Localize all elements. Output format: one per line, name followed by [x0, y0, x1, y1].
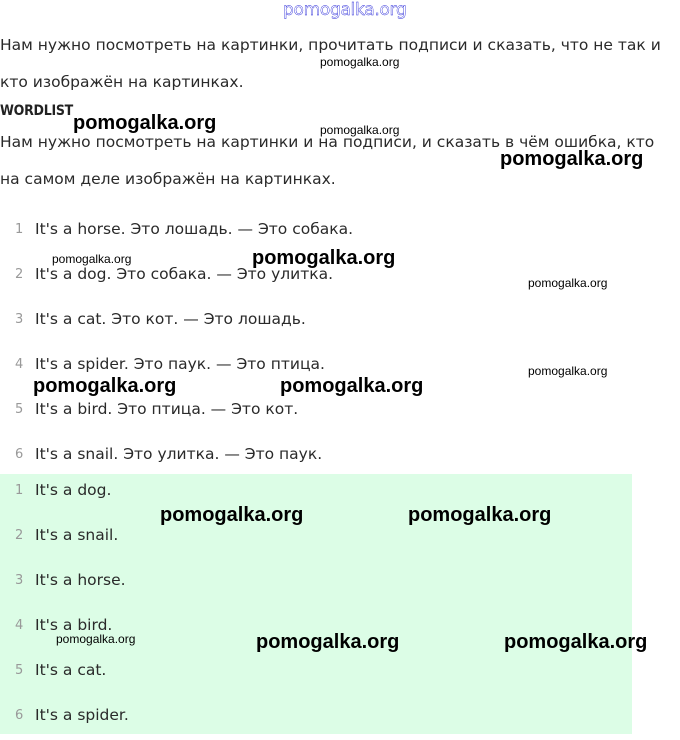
item-text: It's a bird.: [35, 616, 113, 634]
watermark: pomogalka.org: [320, 55, 400, 69]
watermark: pomogalka.org: [252, 247, 396, 269]
watermark: pomogalka.org: [528, 364, 608, 378]
watermark: pomogalka.org: [52, 252, 132, 266]
watermark: pomogalka.org: [33, 375, 177, 397]
item-number: 5: [15, 402, 24, 417]
item-number: 6: [15, 708, 24, 723]
item-number: 6: [15, 447, 24, 462]
watermark: pomogalka.org: [408, 504, 552, 526]
site-logo[interactable]: pomogalka.org: [283, 0, 407, 20]
item-number: 4: [15, 618, 24, 633]
watermark: pomogalka.org: [280, 375, 424, 397]
item-number: 2: [15, 528, 24, 543]
watermark: pomogalka.org: [256, 631, 400, 653]
wordlist-label: WORDLIST: [0, 103, 73, 119]
watermark: pomogalka.org: [320, 123, 400, 137]
item-number: 1: [15, 483, 24, 498]
description-line-1: Нам нужно посмотреть на картинки и на подписи, и сказать в чём ошибка, кто: [0, 133, 655, 151]
item-text: It's a bird. Это птица. — Это кот.: [35, 400, 299, 418]
item-text: It's a cat. Это кот. — Это лошадь.: [35, 310, 306, 328]
item-number: 4: [15, 357, 24, 372]
watermark: pomogalka.org: [160, 504, 304, 526]
watermark: pomogalka.org: [528, 276, 608, 290]
item-text: It's a dog. Это собака. — Это улитка.: [35, 265, 334, 283]
intro-line-1: Нам нужно посмотреть на картинки, прочитать подписи и сказать, что не так и: [0, 36, 661, 54]
item-number: 2: [15, 267, 24, 282]
watermark: pomogalka.org: [500, 148, 644, 170]
watermark: pomogalka.org: [73, 112, 217, 134]
intro-line-2: кто изображён на картинках.: [0, 73, 244, 91]
item-text: It's a snail. Это улитка. — Это паук.: [35, 445, 323, 463]
watermark: pomogalka.org: [504, 631, 648, 653]
item-number: 5: [15, 663, 24, 678]
item-text: It's a horse. Это лошадь. — Это собака.: [35, 220, 354, 238]
item-text: It's a spider.: [35, 706, 129, 724]
description-line-2: на самом деле изображён на картинках.: [0, 170, 336, 188]
item-text: It's a spider. Это паук. — Это птица.: [35, 355, 325, 373]
item-text: It's a cat.: [35, 661, 107, 679]
item-text: It's a horse.: [35, 571, 126, 589]
watermark: pomogalka.org: [56, 632, 136, 646]
item-text: It's a snail.: [35, 526, 119, 544]
item-number: 1: [15, 222, 24, 237]
item-number: 3: [15, 573, 24, 588]
item-text: It's a dog.: [35, 481, 112, 499]
item-number: 3: [15, 312, 24, 327]
